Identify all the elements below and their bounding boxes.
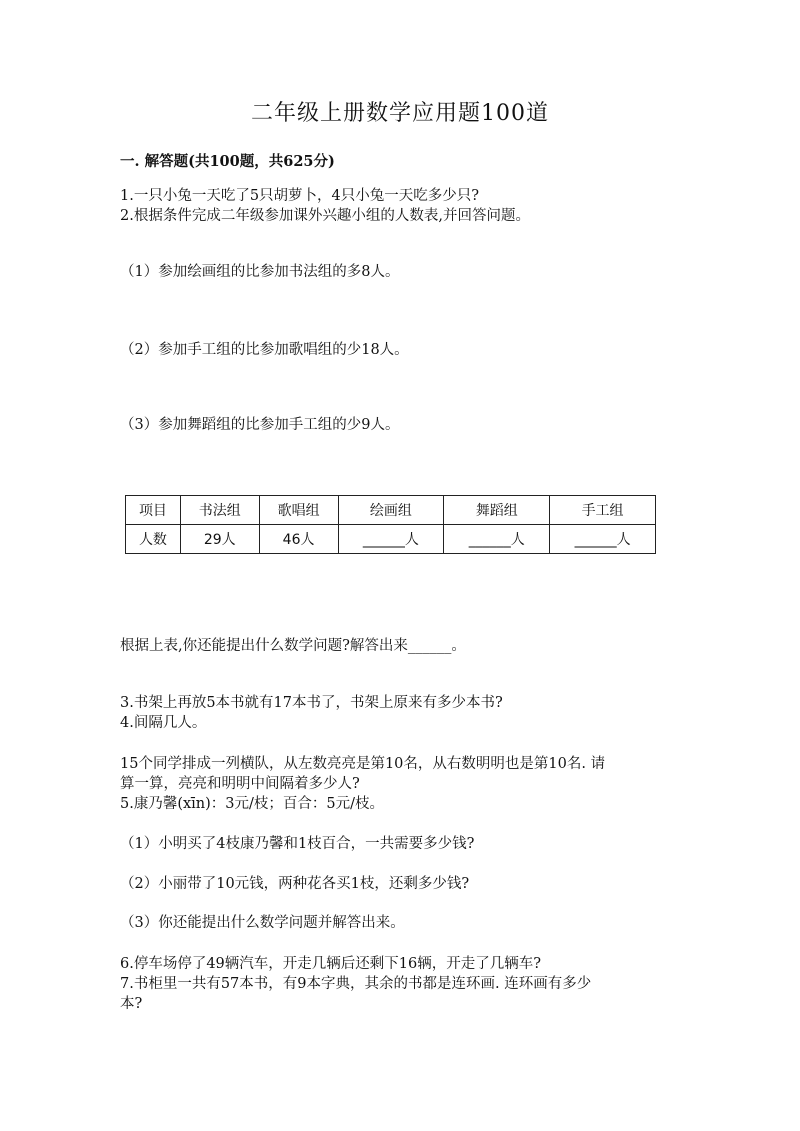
page-title: 二年级上册数学应用题100道 — [251, 101, 549, 126]
question-2-followup: 根据上表,你还能提出什么数学问题?解答出来______。 — [120, 638, 466, 654]
question-2-sub-3: （3）参加舞蹈组的比参加手工组的少9人。 — [120, 417, 400, 433]
question-4: 4.间隔几人。 — [120, 715, 207, 731]
table-header-cell: 手工组 — [550, 496, 656, 525]
table-cell-blank: ______人 — [338, 525, 444, 554]
table-header-cell: 歌唱组 — [259, 496, 338, 525]
question-4-body-line-1: 15个同学排成一列横队，从左数亮亮是第10名，从右数明明也是第10名. 请 — [120, 756, 606, 772]
table-cell-blank: ______人 — [550, 525, 656, 554]
question-5-sub-2: （2）小丽带了10元钱，两种花各买1枝，还剩多少钱? — [120, 876, 470, 892]
table-header-row — [126, 496, 656, 525]
table-cell-blank: ______人 — [444, 525, 550, 554]
section-heading: 一. 解答题(共100题，共625分) — [120, 153, 335, 170]
question-6: 6.停车场停了49辆汽车，开走几辆后还剩下16辆，开走了几辆车? — [120, 956, 542, 972]
table-cell: 46人 — [259, 525, 338, 554]
table-header-cell: 绘画组 — [338, 496, 444, 525]
question-7-line-1: 7.书柜里一共有57本书，有9本字典，其余的书都是连环画. 连环画有多少 — [120, 976, 592, 992]
question-2-sub-1: （1）参加绘画组的比参加书法组的多8人。 — [120, 264, 400, 280]
question-5-sub-1: （1）小明买了4枝康乃馨和1枝百合，一共需要多少钱? — [120, 836, 475, 852]
table-header-cell: 书法组 — [180, 496, 259, 525]
interest-group-table — [125, 495, 656, 554]
question-7-line-2: 本? — [120, 996, 143, 1012]
table-cell: 29人 — [180, 525, 259, 554]
question-3: 3.书架上再放5本书就有17本书了，书架上原来有多少本书? — [120, 695, 503, 711]
question-2-sub-2: （2）参加手工组的比参加歌唱组的少18人。 — [120, 342, 409, 358]
question-5: 5.康乃馨(xīn)：3元/枝；百合：5元/枝。 — [120, 796, 385, 812]
question-5-sub-3: （3）你还能提出什么数学问题并解答出来。 — [120, 915, 405, 931]
question-1: 1.一只小兔一天吃了5只胡萝卜，4只小兔一天吃多少只? — [120, 188, 480, 204]
question-2: 2.根据条件完成二年级参加课外兴趣小组的人数表,并回答问题。 — [120, 208, 530, 224]
table-cell: 人数 — [126, 525, 181, 554]
table-header-cell: 舞蹈组 — [444, 496, 550, 525]
table-row — [126, 525, 656, 554]
table-header-cell: 项目 — [126, 496, 181, 525]
question-4-body-line-2: 算一算，亮亮和明明中间隔着多少人? — [120, 776, 360, 792]
